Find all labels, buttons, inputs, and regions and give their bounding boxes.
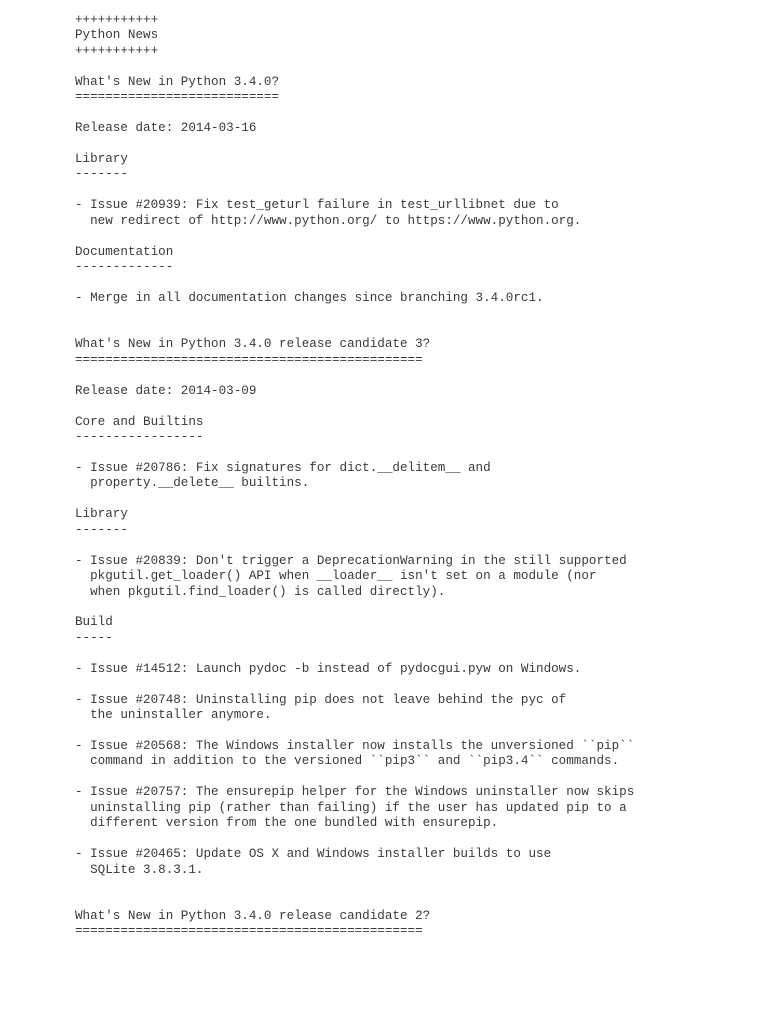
text-line: - Merge in all documentation changes since branching 3.4.0rc1. [75,291,544,306]
text-line [75,832,755,847]
text-line: - Issue #20786: Fix signatures for dict.__delitem__ and [75,460,491,475]
text-line [75,878,755,893]
text-line: ----- [75,630,113,645]
text-line [75,183,755,198]
text-line: Core and Builtins [75,414,204,429]
text-line [75,646,755,661]
text-line: pkgutil.get_loader() API when __loader__ isn't set on a module (nor [75,569,597,584]
text-line [75,600,755,615]
text-line: ----------------- [75,430,204,445]
text-line [75,276,755,291]
text-line: different version from the one bundled with ensurepip. [75,816,499,831]
text-line: What's New in Python 3.4.0 release candidate 2? [75,908,431,923]
text-line: What's New in Python 3.4.0? [75,74,280,89]
text-line [75,446,755,461]
text-line [75,229,755,244]
document-text [75,13,755,940]
text-line: - Issue #20748: Uninstalling pip does not leave behind the pyc of [75,692,567,707]
text-line: +++++++++++ [75,43,159,58]
text-line: the uninstaller anymore. [75,708,272,723]
text-line: Library [75,152,128,167]
text-line: command in addition to the versioned ``pip3`` and ``pip3.4`` commands. [75,754,620,769]
text-line: Build [75,615,113,630]
text-line [75,137,755,152]
text-line [75,106,755,121]
text-line: uninstalling pip (rather than failing) if the user has updated pip to a [75,800,627,815]
text-line [75,677,755,692]
text-line: =========================== [75,90,280,105]
text-line: ------- [75,522,128,537]
text-line [75,724,755,739]
text-line: - Issue #14512: Launch pydoc -b instead of pydocgui.pyw on Windows. [75,661,582,676]
text-line: property.__delete__ builtins. [75,476,310,491]
text-line [75,894,755,909]
text-line: SQLite 3.8.3.1. [75,862,204,877]
text-line: - Issue #20839: Don't trigger a DeprecationWarning in the still supported [75,553,627,568]
text-line: Documentation [75,244,174,259]
text-line: when pkgutil.find_loader() is called directly). [75,584,446,599]
text-line: ------------- [75,260,174,275]
text-line: - Issue #20465: Update OS X and Windows installer builds to use [75,847,552,862]
text-line [75,307,755,322]
text-line: ============================================== [75,924,423,939]
text-line [75,368,755,383]
text-line [75,59,755,74]
text-line: Python News [75,28,159,43]
text-line: - Issue #20939: Fix test_geturl failure in test_urllibnet due to [75,198,559,213]
text-line [75,770,755,785]
text-line: ------- [75,167,128,182]
text-line [75,492,755,507]
text-line: - Issue #20757: The ensurepip helper for the Windows uninstaller now skips [75,785,635,800]
text-line [75,399,755,414]
text-line [75,322,755,337]
text-line: What's New in Python 3.4.0 release candidate 3? [75,337,431,352]
text-line: - Issue #20568: The Windows installer now installs the unversioned ``pip`` [75,739,635,754]
text-line: ============================================== [75,352,423,367]
text-line: Library [75,507,128,522]
text-line: new redirect of http://www.python.org/ to https://www.python.org. [75,213,582,228]
text-line [75,538,755,553]
text-line: +++++++++++ [75,13,159,27]
text-line: Release date: 2014-03-16 [75,121,257,136]
text-line: Release date: 2014-03-09 [75,383,257,398]
